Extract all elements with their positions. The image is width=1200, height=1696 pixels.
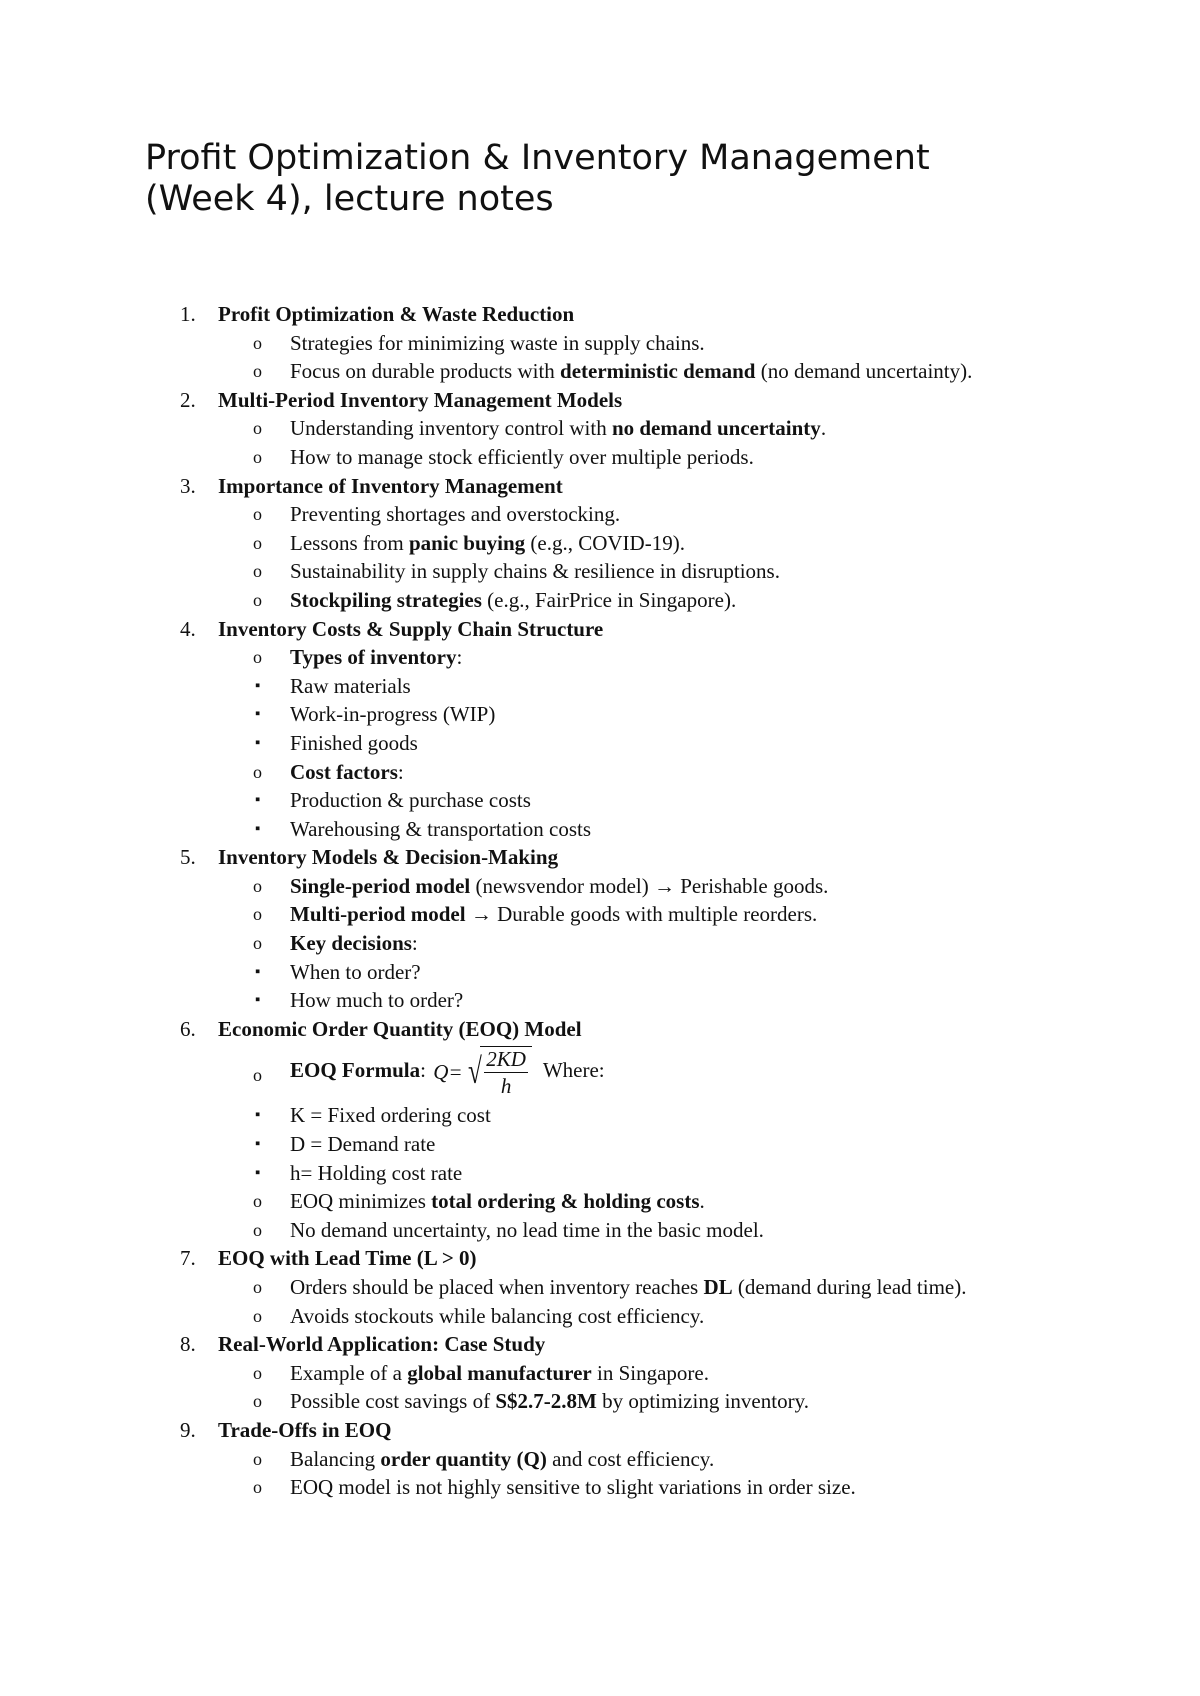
fraction-denominator: h: [500, 1073, 512, 1098]
bullet-item: [145, 586, 1020, 615]
bold-text: Stockpiling strategies: [290, 587, 482, 612]
bullet-text: [290, 1475, 856, 1499]
bullet-text: [290, 760, 404, 784]
bullet-o-icon: o: [253, 1065, 262, 1086]
section-heading: Real-World Application: Case Study: [218, 1332, 546, 1357]
bullet-item: [145, 643, 1020, 672]
bullet-o-icon: o: [253, 418, 262, 439]
sub-bullet-text: When to order?: [290, 959, 421, 984]
bullet-o-icon: o: [253, 1391, 262, 1412]
text-run: EOQ minimizes: [290, 1189, 432, 1214]
sub-bullet-item: [73, 986, 1020, 1015]
section-item: [145, 1416, 1020, 1502]
bullet-o-icon: o: [253, 504, 262, 525]
bullet-text: [290, 1275, 966, 1299]
section-number: 4.: [180, 616, 196, 641]
bullet-o-icon: o: [253, 446, 262, 467]
square-bullet-icon: ▪: [255, 1164, 261, 1181]
text-run: (newsvendor model) → Perishable goods.: [470, 873, 829, 898]
section-number: 1.: [180, 302, 196, 326]
bullet-o-icon: o: [253, 1448, 262, 1469]
sub-bullet-text: Finished goods: [290, 730, 418, 755]
bold-text: panic buying: [409, 530, 526, 555]
bullet-o-icon: o: [253, 1191, 262, 1212]
text-run: :: [411, 931, 418, 956]
section-item: [145, 472, 1020, 615]
bold-text: Cost factors: [290, 759, 398, 784]
bold-text: Key decisions: [290, 931, 412, 956]
bold-text: no demand uncertainty: [611, 416, 821, 441]
bullet-item: [145, 357, 1020, 386]
sub-bullet-item: [73, 729, 1020, 758]
sub-bullet-text: K = Fixed ordering cost: [290, 1103, 491, 1128]
bullet-text: [290, 1447, 714, 1471]
radical-sign-icon: √: [467, 1050, 482, 1091]
bullet-item: [145, 1359, 1020, 1388]
section-heading: Multi-Period Inventory Management Models: [218, 387, 623, 412]
formula-where: Where:: [537, 1058, 605, 1083]
section-item: [145, 1015, 1020, 1245]
section-heading: Trade-Offs in EOQ: [218, 1417, 392, 1442]
sub-bullet-text: h= Holding cost rate: [290, 1160, 463, 1185]
sub-bullet-item: [73, 700, 1020, 729]
bold-text: Single-period model: [290, 873, 471, 898]
bullet-item: [145, 529, 1020, 558]
bullet-item: [145, 758, 1020, 787]
square-bullet-icon: ▪: [255, 734, 261, 751]
document-title: Profit Optimization & Inventory Management (Week 4), lecture notes: [145, 138, 930, 219]
sub-bullet-item: [73, 815, 1020, 844]
bullet-item: [145, 1216, 1020, 1245]
bullet-item: [145, 900, 1020, 929]
bold-text: Multi-period model: [290, 902, 466, 927]
bold-text: Types of inventory: [290, 645, 457, 670]
sub-bullet-text: Raw materials: [290, 673, 411, 698]
bullet-text: [290, 502, 620, 526]
section-number: 2.: [180, 387, 196, 412]
bold-text: deterministic demand: [560, 359, 756, 384]
bold-text: order quantity (Q): [380, 1446, 547, 1471]
bullet-item: [145, 1387, 1020, 1416]
bullet-text: [290, 359, 972, 383]
sub-bullet-item: [73, 672, 1020, 701]
section-number: 3.: [180, 473, 196, 498]
bullet-text: [290, 331, 705, 355]
section-heading: Economic Order Quantity (EOQ) Model: [218, 1016, 582, 1041]
text-run: EOQ model is not highly sensitive to slight variations in order size.: [290, 1475, 856, 1500]
square-bullet-icon: ▪: [255, 1136, 261, 1153]
text-run: Sustainability in supply chains & resilience in disruptions.: [290, 559, 780, 584]
bold-text: EOQ Formula: [290, 1058, 421, 1083]
bullet-o-icon: o: [253, 1305, 262, 1326]
bullet-item: [145, 1473, 1020, 1502]
bullet-text: [290, 1218, 764, 1242]
section-heading: Importance of Inventory Management: [218, 473, 563, 498]
fraction: [480, 1046, 532, 1099]
text-run: :: [420, 1058, 432, 1083]
section-number: 5.: [180, 845, 196, 870]
square-bullet-icon: ▪: [255, 992, 261, 1009]
square-bullet-icon: ▪: [255, 677, 261, 694]
sub-bullet-item: [73, 786, 1020, 815]
square-bullet-icon: ▪: [255, 963, 261, 980]
bullet-item: [145, 1187, 1020, 1216]
bullet-item: [145, 329, 1020, 358]
bullet-o-icon: o: [253, 875, 262, 896]
section-heading: EOQ with Lead Time (L > 0): [218, 1246, 477, 1271]
sub-bullet-item: [73, 1130, 1020, 1159]
bold-text: total ordering & holding costs: [431, 1189, 700, 1214]
text-run: Lessons from: [290, 530, 409, 555]
text-run: Example of a: [290, 1360, 408, 1385]
section-item: [145, 843, 1020, 1015]
bullet-o-icon: o: [253, 1362, 262, 1383]
bullet-item: [145, 1043, 1020, 1101]
bullet-o-icon: o: [253, 561, 262, 582]
text-run: :: [456, 645, 463, 670]
bullet-text: [290, 1043, 605, 1101]
bullet-item: [145, 872, 1020, 901]
bullet-text: [290, 445, 754, 469]
text-run: No demand uncertainty, no lead time in the basic model.: [290, 1217, 764, 1242]
bullet-item: [145, 414, 1020, 443]
bullet-item: [145, 1273, 1020, 1302]
bullet-text: [290, 416, 826, 440]
bullet-o-icon: o: [253, 647, 262, 668]
section-number: 9.: [180, 1417, 196, 1442]
fraction-numerator: 2KD: [486, 1046, 526, 1071]
bullet-text: [290, 1304, 704, 1328]
square-bullet-icon: ▪: [255, 792, 261, 809]
text-run: → Durable goods with multiple reorders.: [465, 902, 818, 927]
bullet-text: [290, 588, 736, 612]
text-run: (e.g., COVID-19).: [525, 530, 685, 555]
bullet-o-icon: o: [253, 761, 262, 782]
text-run: Understanding inventory control with: [290, 416, 612, 441]
sub-bullet-item: [73, 958, 1020, 987]
section-number: 8.: [180, 1332, 196, 1357]
bullet-text: [290, 931, 418, 955]
eoq-formula: [433, 1043, 532, 1101]
sub-bullet-item: [73, 1101, 1020, 1130]
sub-bullet-text: Production & purchase costs: [290, 788, 531, 813]
bullet-o-icon: o: [253, 1277, 262, 1297]
square-bullet-icon: ▪: [255, 1107, 261, 1124]
section-item: [145, 300, 1020, 386]
section-heading: Inventory Models & Decision-Making: [218, 845, 559, 870]
sub-bullet-text: Warehousing & transportation costs: [290, 816, 592, 841]
section-number: 6.: [180, 1016, 196, 1041]
text-run: Preventing shortages and overstocking.: [290, 502, 621, 527]
bullet-o-icon: o: [253, 361, 262, 382]
bold-text: DL: [703, 1275, 733, 1299]
text-run: (e.g., FairPrice in Singapore).: [481, 587, 737, 612]
section-item: [145, 386, 1020, 472]
text-run: and cost efficiency.: [546, 1446, 715, 1471]
text-run: Strategies for minimizing waste in supply chains.: [290, 330, 705, 355]
text-run: How to manage stock efficiently over multiple periods.: [290, 444, 754, 469]
bullet-text: [290, 1189, 705, 1213]
bullet-o-icon: o: [253, 904, 262, 925]
text-run: :: [397, 759, 404, 784]
text-run: Possible cost savings of: [290, 1389, 496, 1414]
sub-bullet-text: Work-in-progress (WIP): [290, 702, 496, 727]
text-run: in Singapore.: [591, 1360, 709, 1385]
bold-text: global manufacturer: [407, 1360, 592, 1385]
square-root: [465, 1046, 532, 1099]
bullet-item: [145, 557, 1020, 586]
text-run: .: [699, 1189, 705, 1214]
text-run: by optimizing inventory.: [596, 1389, 809, 1414]
bold-text: S$2.7-2.8M: [495, 1389, 597, 1414]
bullet-item: [145, 443, 1020, 472]
text-run: .: [820, 416, 827, 441]
text-run: Focus on durable products with: [290, 359, 561, 384]
text-run: Avoids stockouts while balancing cost efficiency.: [290, 1303, 705, 1328]
bullet-text: [290, 531, 685, 555]
sub-bullet-text: D = Demand rate: [290, 1132, 436, 1157]
bullet-text: [290, 1389, 809, 1413]
bullet-o-icon: o: [253, 532, 262, 553]
bullet-item: [145, 500, 1020, 529]
section-item: [145, 1330, 1020, 1416]
text-run: Balancing: [290, 1446, 381, 1471]
section-item: [145, 615, 1020, 844]
sub-bullet-text: How much to order?: [290, 988, 464, 1013]
bullet-text: [290, 874, 828, 898]
bullet-o-icon: o: [253, 589, 262, 610]
section-item: [145, 1244, 1020, 1330]
sub-bullet-item: [73, 1159, 1020, 1188]
bullet-item: [145, 929, 1020, 958]
bullet-text: [290, 902, 817, 926]
section-heading: Profit Optimization & Waste Reduction: [218, 302, 575, 326]
section-number: 7.: [180, 1246, 196, 1271]
bullet-text: [290, 645, 462, 669]
bullet-text: [290, 1361, 709, 1385]
square-bullet-icon: ▪: [255, 820, 261, 837]
bullet-text: [290, 559, 780, 583]
bullet-item: [145, 1302, 1020, 1331]
bullet-o-icon: o: [253, 1477, 262, 1498]
bullet-o-icon: o: [253, 933, 262, 954]
text-run: (demand during lead time).: [732, 1275, 967, 1299]
text-run: Orders should be placed when inventory reaches: [290, 1275, 704, 1299]
bullet-o-icon: o: [253, 332, 262, 353]
section-heading: Inventory Costs & Supply Chain Structure: [218, 616, 604, 641]
formula-lhs: Q=: [433, 1060, 463, 1085]
bullet-item: [145, 1445, 1020, 1474]
numbered-list: [145, 300, 1020, 1502]
bullet-o-icon: o: [253, 1219, 262, 1240]
square-bullet-icon: ▪: [255, 706, 261, 723]
text-run: (no demand uncertainty).: [755, 359, 973, 384]
